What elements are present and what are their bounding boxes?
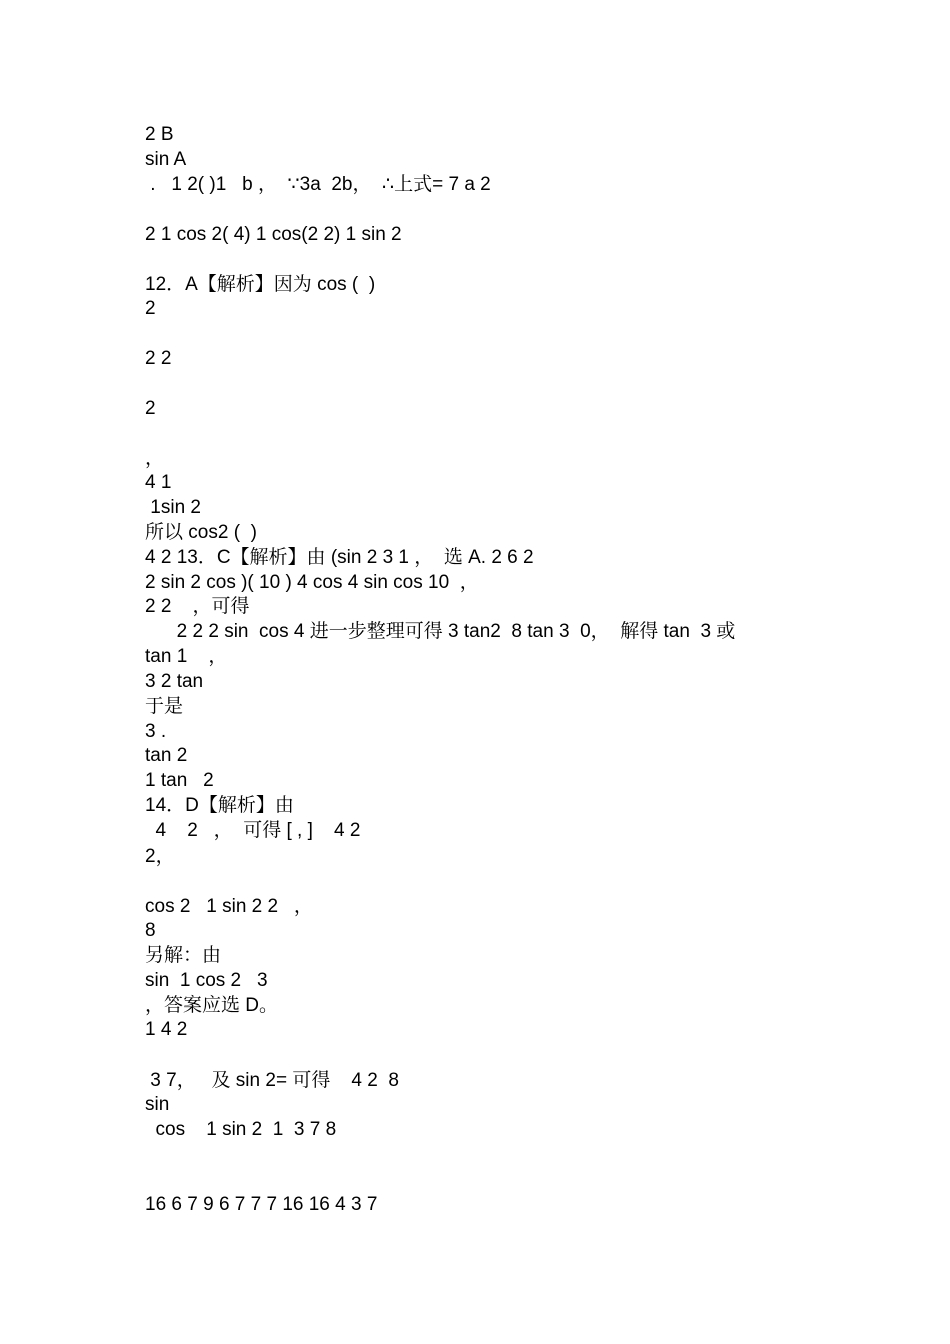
text-line: 1sin 2 [145, 497, 201, 518]
text-line: cos 1 sin 2 1 3 7 8 [145, 1119, 337, 1140]
text-line: 所以 cos2 ( ) [145, 522, 257, 543]
text-line: tan 1 ， [145, 646, 228, 667]
text-line: 4 2 13．C【解析】由 (sin 2 3 1 ， 选 A. 2 6 2 [145, 547, 534, 568]
text-line: . 1 2( )1 b ， ∵3a 2b， ∴上式= 7 a 2 [145, 174, 491, 195]
text-line: 2 sin 2 cos )( 10 ) 4 cos 4 sin cos 10 ， [145, 572, 479, 593]
text-line: cos 2 1 sin 2 2 ， [145, 896, 313, 917]
text-line: 2 1 cos 2( 4) 1 cos(2 2) 1 sin 2 [145, 224, 402, 245]
text-line: 4 2 ， 可得 [ , ] 4 2 [145, 820, 361, 841]
text-line: sin [145, 1094, 170, 1115]
text-line: 1 4 2 [145, 1019, 188, 1040]
text-line: sin A [145, 149, 187, 170]
text-line: ，答案应选 D。 [145, 995, 279, 1016]
text-line: 3 2 tan [145, 671, 204, 692]
text-line: 2 B [145, 124, 174, 145]
text-line: ， [145, 448, 165, 469]
text-line: 于是 [145, 696, 184, 717]
text-line: 2 [145, 398, 156, 419]
text-line: 3 7， 及 sin 2= 可得 4 2 8 [145, 1070, 399, 1091]
text-line: 1 tan 2 [145, 770, 214, 791]
text-line: 2 2 [145, 348, 172, 369]
text-line: 8 [145, 920, 156, 941]
text-line: 16 6 7 9 6 7 7 7 16 16 4 3 7 [145, 1194, 378, 1215]
text-line: sin 1 cos 2 3 [145, 970, 268, 991]
text-line: 2 [145, 298, 156, 319]
text-line: 3 . [145, 721, 167, 742]
text-line: 14．D【解析】由 [145, 795, 294, 816]
text-line: 2 2 2 sin cos 4 进一步整理可得 3 tan2 8 tan 3 0， 解得 tan 3 或 [145, 621, 736, 642]
text-line: tan 2 [145, 745, 188, 766]
text-line: 4 1 [145, 472, 172, 493]
text-line: 另解：由 [145, 945, 222, 966]
text-line: 2， [145, 846, 175, 867]
text-line: 2 2 ，可得 [145, 596, 250, 617]
text-line: 12．A【解析】因为 cos ( ) [145, 274, 376, 295]
